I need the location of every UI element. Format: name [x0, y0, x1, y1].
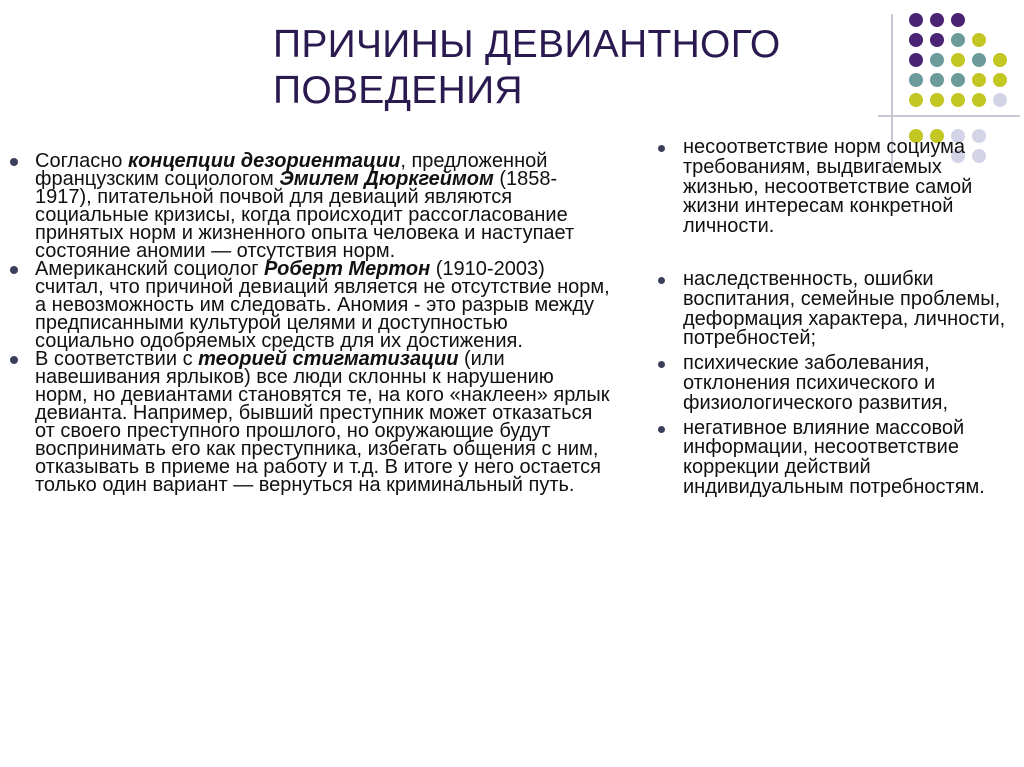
- decor-dot: [930, 13, 944, 27]
- decor-dot: [930, 33, 944, 47]
- item-emphasis: концепции дезориентации: [127, 150, 401, 172]
- left-list-item-stigmatization: [10, 350, 610, 494]
- left-list-item-merton: [10, 260, 610, 350]
- item-text: , предложенной французским социологом: [35, 150, 548, 190]
- bullet-icon: [10, 266, 18, 274]
- item-text: Американский социолог: [35, 258, 265, 280]
- slide-title: [273, 22, 873, 114]
- decor-dot: [909, 53, 923, 67]
- decor-dot: [951, 93, 965, 107]
- right-list-item: [655, 138, 1015, 237]
- bullet-icon: [658, 426, 665, 433]
- item-emphasis: Эмилем Дюркгеймом: [279, 168, 494, 190]
- decor-dot: [993, 53, 1007, 67]
- decor-dot: [993, 73, 1007, 87]
- right-list-item: [655, 354, 1015, 413]
- bullet-icon: [10, 356, 18, 364]
- decor-dot: [930, 73, 944, 87]
- bullet-icon: [10, 158, 18, 166]
- item-text: психические заболевания, отклонения психического и физиологического развития,: [683, 352, 949, 414]
- decor-dot: [930, 53, 944, 67]
- decor-dot: [909, 33, 923, 47]
- decor-dot: [909, 73, 923, 87]
- decor-dot: [972, 33, 986, 47]
- item-text: (или навешивания ярлыков) все люди склонны к нарушению норм, но девиантами становятся те, на кого «наклеен» ярлык девианта. Например, бывший преступник может отказаться от своего преступного прошлого, но окружающие будут воспринимать его как преступника, избегать общения с ним, отказывать в приеме на работу и т.д. В итоге у него остается только один вариант — вернуться на криминальный путь.: [35, 348, 610, 496]
- item-text: (1858-1917), питательной почвой для девиаций являются социальные кризисы, когда происходит рассогласование принятых норм и жизненного опыта человека и наступает состояние аномии — отсутствия норм.: [35, 168, 575, 262]
- decor-dot: [909, 93, 923, 107]
- decor-dot: [951, 13, 965, 27]
- item-emphasis: Роберт Мертон: [264, 258, 431, 280]
- item-text: В соответствии с: [35, 348, 199, 370]
- bullet-icon: [658, 361, 665, 368]
- decor-dot: [972, 73, 986, 87]
- left-bullet-list: [10, 152, 610, 494]
- item-emphasis: теорией стигматизации: [198, 348, 459, 370]
- decor-dot: [951, 33, 965, 47]
- decor-horizontal-line: [878, 115, 1020, 117]
- decor-dot: [930, 93, 944, 107]
- item-text: (1910-2003) считал, что причиной девиаций является не отсутствие норм, а невозможность им следовать. Аномия - это разрыв между предписанными культурой целями и доступностью социально одобряемых средств для их достижения.: [35, 258, 610, 352]
- title-line-2: ПОВЕДЕНИЯ: [273, 69, 523, 112]
- left-list-item-durkheim: [10, 152, 610, 260]
- item-text: Согласно: [35, 150, 128, 172]
- decor-dot: [909, 13, 923, 27]
- item-text: негативное влияние массовой информации, несоответствие коррекции действий индивидуальным потребностям.: [683, 416, 985, 498]
- decor-dot: [972, 93, 986, 107]
- title-line-1: ПРИЧИНЫ ДЕВИАНТНОГО: [273, 23, 781, 66]
- right-list-item: [655, 416, 1015, 498]
- decor-dot: [951, 53, 965, 67]
- decor-dot: [972, 53, 986, 67]
- bullet-icon: [658, 277, 665, 284]
- decor-dot: [951, 73, 965, 87]
- decor-dot: [993, 93, 1007, 107]
- item-text: наследственность, ошибки воспитания, семейные проблемы, деформация характера, личности, потребностей;: [683, 267, 1006, 350]
- right-bullet-list: [655, 138, 1015, 498]
- item-text: несоответствие норм социума требованиям, выдвигаемых жизнью, несоответствие самой жизни интересам конкретной личности.: [683, 136, 973, 238]
- right-list-item: [655, 267, 1015, 350]
- bullet-icon: [658, 145, 665, 152]
